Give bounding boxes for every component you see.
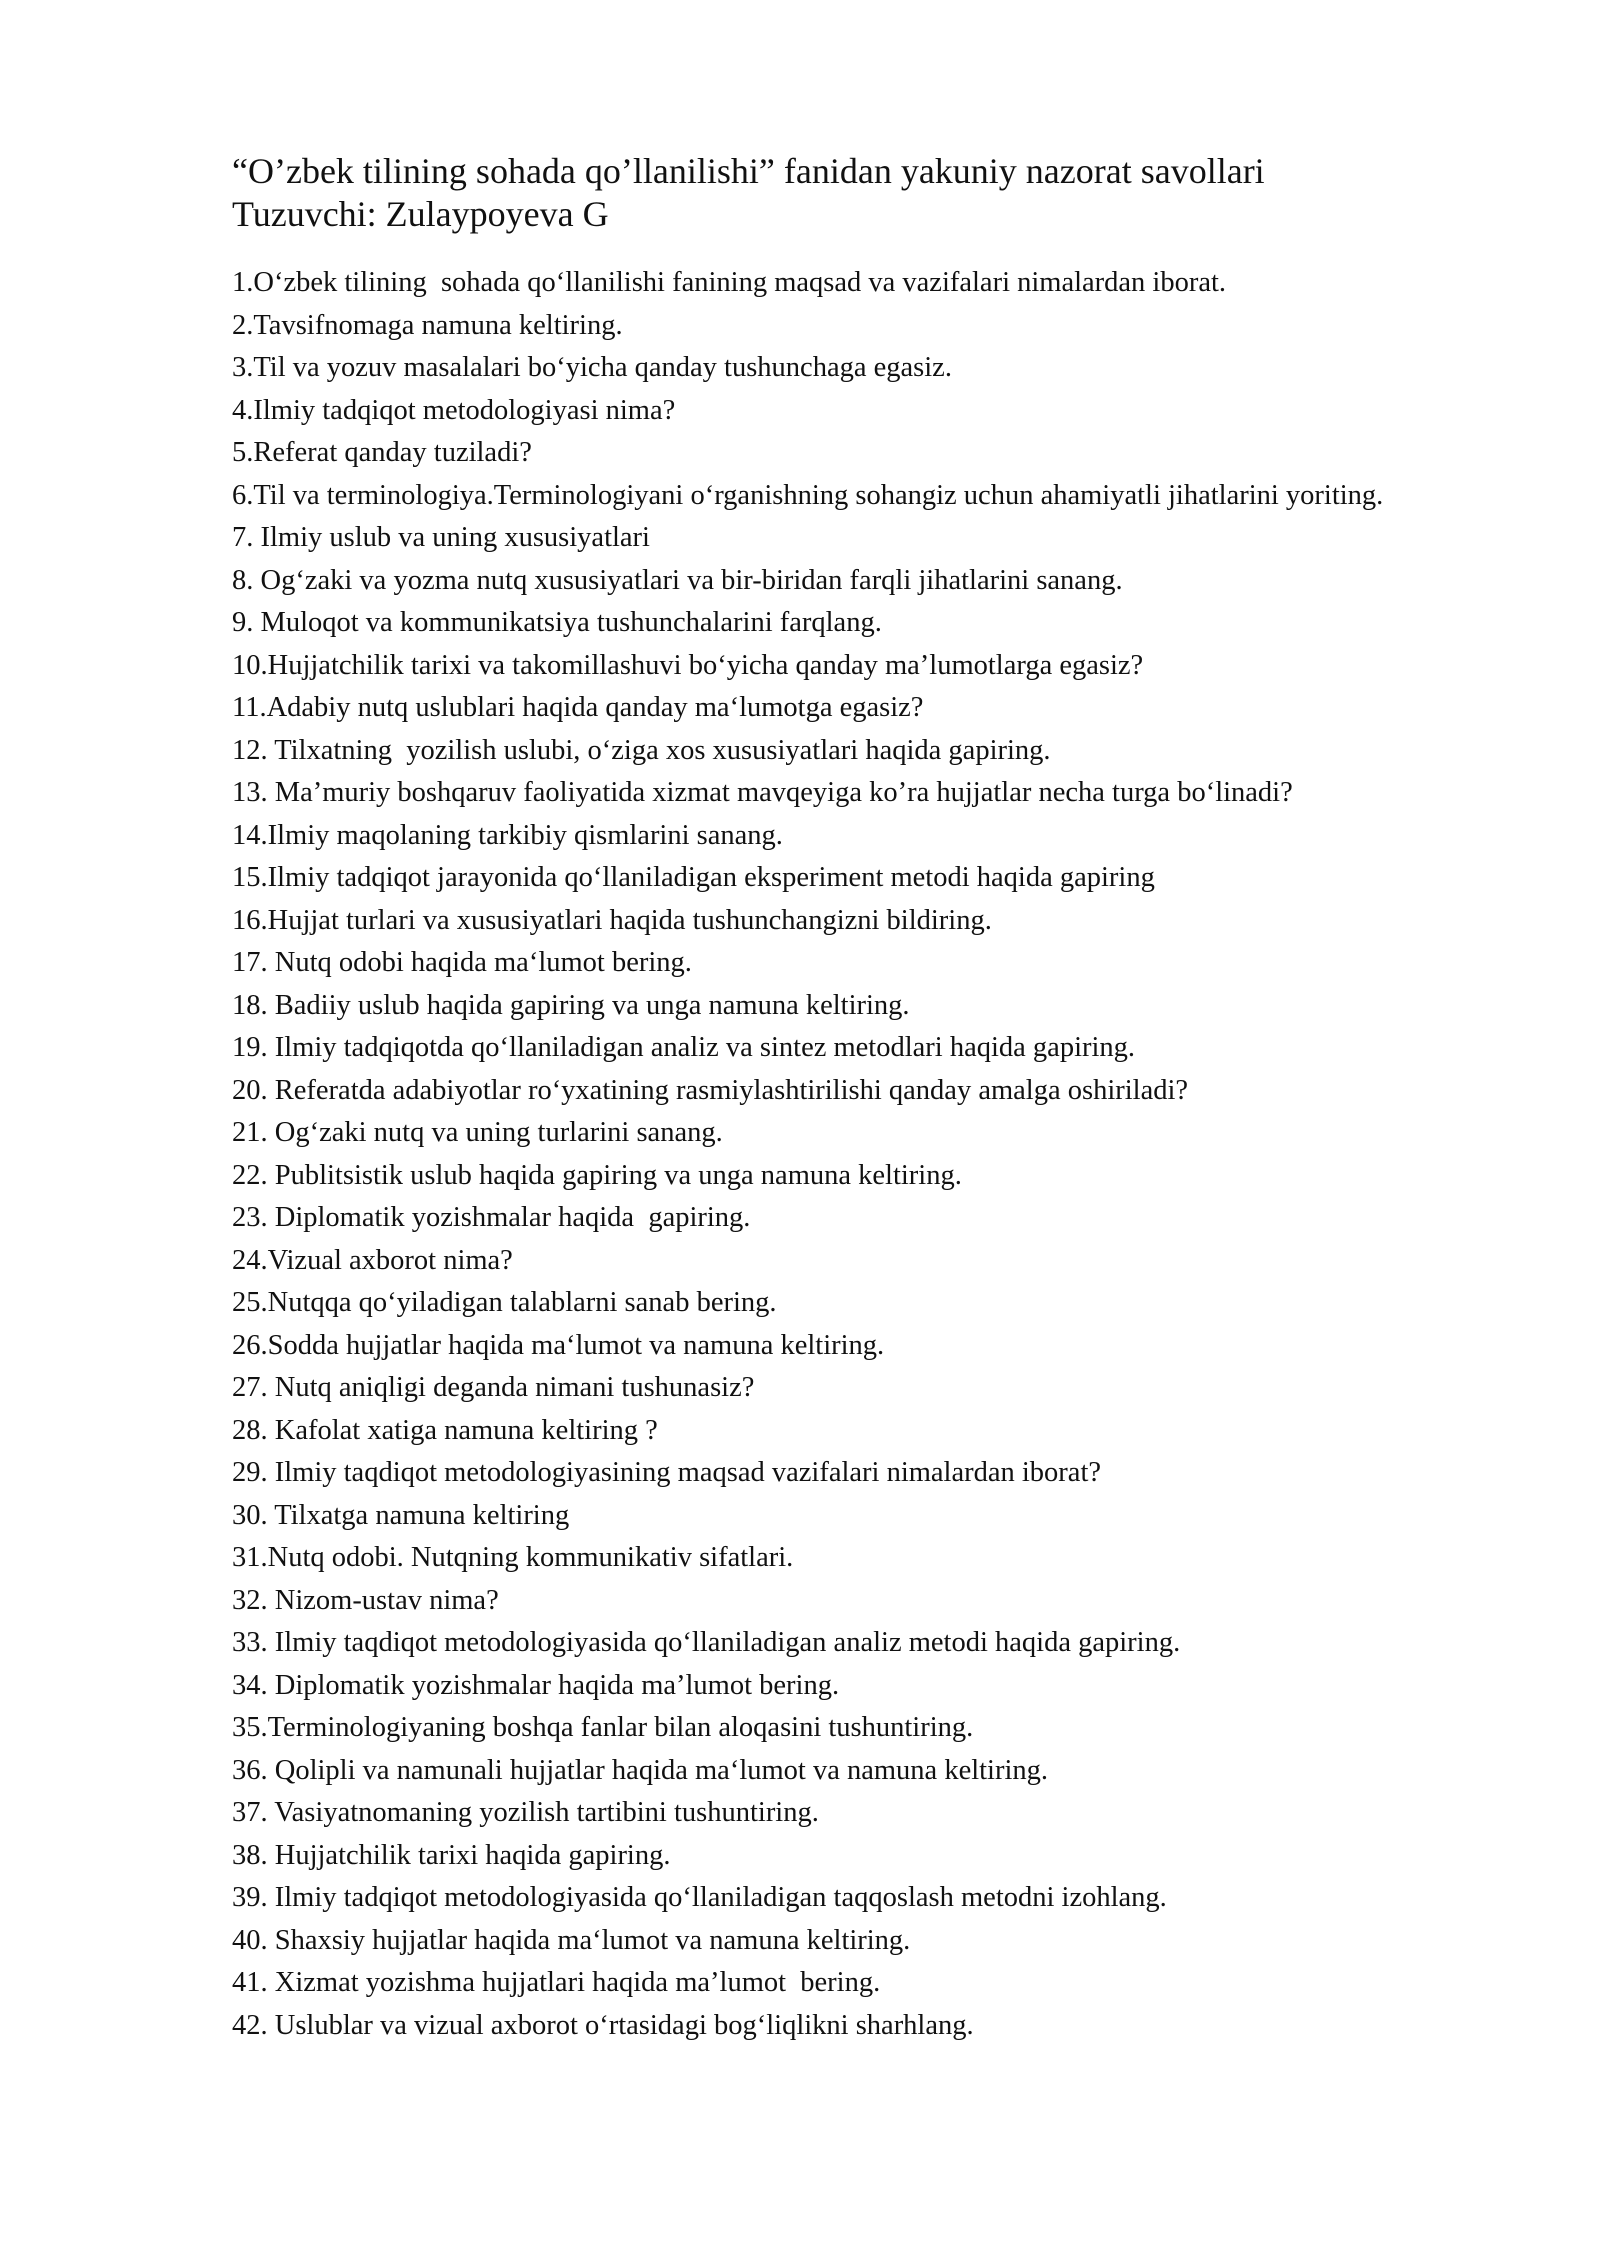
question-item: 3.Til va yozuv masalalari bo‘yicha qanday tushunchaga egasiz. <box>232 352 952 383</box>
question-item: 23. Diplomatik yozishmalar haqida gapiring. <box>232 1202 751 1233</box>
question-item: 4.Ilmiy tadqiqot metodologiyasi nima? <box>232 394 676 426</box>
question-item: 41. Xizmat yozishma hujjatlari haqida ma’lumot bering. <box>232 1967 881 1998</box>
question-item: 19. Ilmiy tadqiqotda qo‘llaniladigan analiz va sintez metodlari haqida gapiring. <box>232 1032 1136 1063</box>
question-item: 1.O‘zbek tilining sohada qo‘llanilishi fanining maqsad va vazifalari nimalardan iborat. <box>232 267 1227 298</box>
question-item: 35.Terminologiyaning boshqa fanlar bilan aloqasini tushuntiring. <box>232 1712 974 1743</box>
question-item: 12. Tilxatning yozilish uslubi, o‘ziga xos xususiyatlari haqida gapiring. <box>232 734 1051 766</box>
question-item: 20. Referatda adabiyotlar ro‘yxatining rasmiylashtirilishi qanday amalga oshiriladi? <box>232 1074 1189 1106</box>
question-item: 22. Publitsistik uslub haqida gapiring va unga namuna keltiring. <box>232 1159 962 1191</box>
question-item: 21. Og‘zaki nutq va uning turlarini sanang. <box>232 1117 723 1148</box>
question-item: 26.Sodda hujjatlar haqida ma‘lumot va namuna keltiring. <box>232 1329 885 1361</box>
question-item: 38. Hujjatchilik tarixi haqida gapiring. <box>232 1839 671 1871</box>
question-item: 33. Ilmiy taqdiqot metodologiyasida qo‘llaniladigan analiz metodi haqida gapiring. <box>232 1627 1181 1658</box>
question-item: 31.Nutq odobi. Nutqning kommunikativ sifatlari. <box>232 1542 794 1573</box>
question-item: 13. Ma’muriy boshqaruv faoliyatida xizmat mavqeyiga ko’ra hujjatlar necha turga bo‘linadi? <box>232 777 1293 808</box>
question-item: 14.Ilmiy maqolaning tarkibiy qismlarini sanang. <box>232 819 783 851</box>
question-item: 11.Adabiy nutq uslublari haqida qanday ma‘lumotga egasiz? <box>232 692 924 723</box>
question-item: 7. Ilmiy uslub va uning xususiyatlari <box>232 522 650 553</box>
question-item: 27. Nutq aniqligi deganda nimani tushunasiz? <box>232 1372 755 1403</box>
author-line: Tuzuvchi: Zulaypoyeva G <box>232 194 609 234</box>
question-item: 32. Nizom-ustav nima? <box>232 1584 499 1616</box>
question-item: 6.Til va terminologiya.Terminologiyani o‘rganishning sohangiz uchun ahamiyatli jihatlarini yoriting. <box>232 479 1384 511</box>
question-item: 42. Uslublar va vizual axborot o‘rtasidagi bog‘liqlikni sharhlang. <box>232 2009 974 2041</box>
question-item: 25.Nutqqa qo‘yiladigan talablarni sanab bering. <box>232 1287 777 1318</box>
question-item: 37. Vasiyatnomaning yozilish tartibini tushuntiring. <box>232 1797 819 1828</box>
question-item: 40. Shaxsiy hujjatlar haqida ma‘lumot va namuna keltiring. <box>232 1924 911 1956</box>
question-item: 24.Vizual axborot nima? <box>232 1244 513 1276</box>
question-item: 15.Ilmiy tadqiqot jarayonida qo‘llaniladigan eksperiment metodi haqida gapiring <box>232 862 1155 893</box>
question-item: 10.Hujjatchilik tarixi va takomillashuvi bo‘yicha qanday ma’lumotlarga egasiz? <box>232 649 1144 681</box>
question-item: 29. Ilmiy taqdiqot metodologiyasining maqsad vazifalari nimalardan iborat? <box>232 1457 1102 1488</box>
question-list <box>232 262 1487 2047</box>
question-item: 8. Og‘zaki va yozma nutq xususiyatlari va bir-biridan farqli jihatlarini sanang. <box>232 564 1123 596</box>
question-item: 9. Muloqot va kommunikatsiya tushunchalarini farqlang. <box>232 607 882 638</box>
question-item: 5.Referat qanday tuziladi? <box>232 437 532 468</box>
question-item: 17. Nutq odobi haqida ma‘lumot bering. <box>232 947 692 978</box>
document-page <box>232 150 1487 2047</box>
question-item: 39. Ilmiy tadqiqot metodologiyasida qo‘llaniladigan taqqoslash metodni izohlang. <box>232 1882 1167 1913</box>
question-item: 28. Kafolat xatiga namuna keltiring ? <box>232 1414 658 1446</box>
question-item: 18. Badiiy uslub haqida gapiring va unga namuna keltiring. <box>232 989 910 1021</box>
question-item: 34. Diplomatik yozishmalar haqida ma’lumot bering. <box>232 1669 840 1701</box>
document-title: “O’zbek tilining sohada qo’llanilishi” fanidan yakuniy nazorat savollari <box>232 151 1265 191</box>
question-item: 30. Tilxatga namuna keltiring <box>232 1499 570 1531</box>
question-item: 36. Qolipli va namunali hujjatlar haqida ma‘lumot va namuna keltiring. <box>232 1754 1049 1786</box>
question-item: 16.Hujjat turlari va xususiyatlari haqida tushunchangizni bildiring. <box>232 904 992 936</box>
question-item: 2.Tavsifnomaga namuna keltiring. <box>232 309 623 341</box>
